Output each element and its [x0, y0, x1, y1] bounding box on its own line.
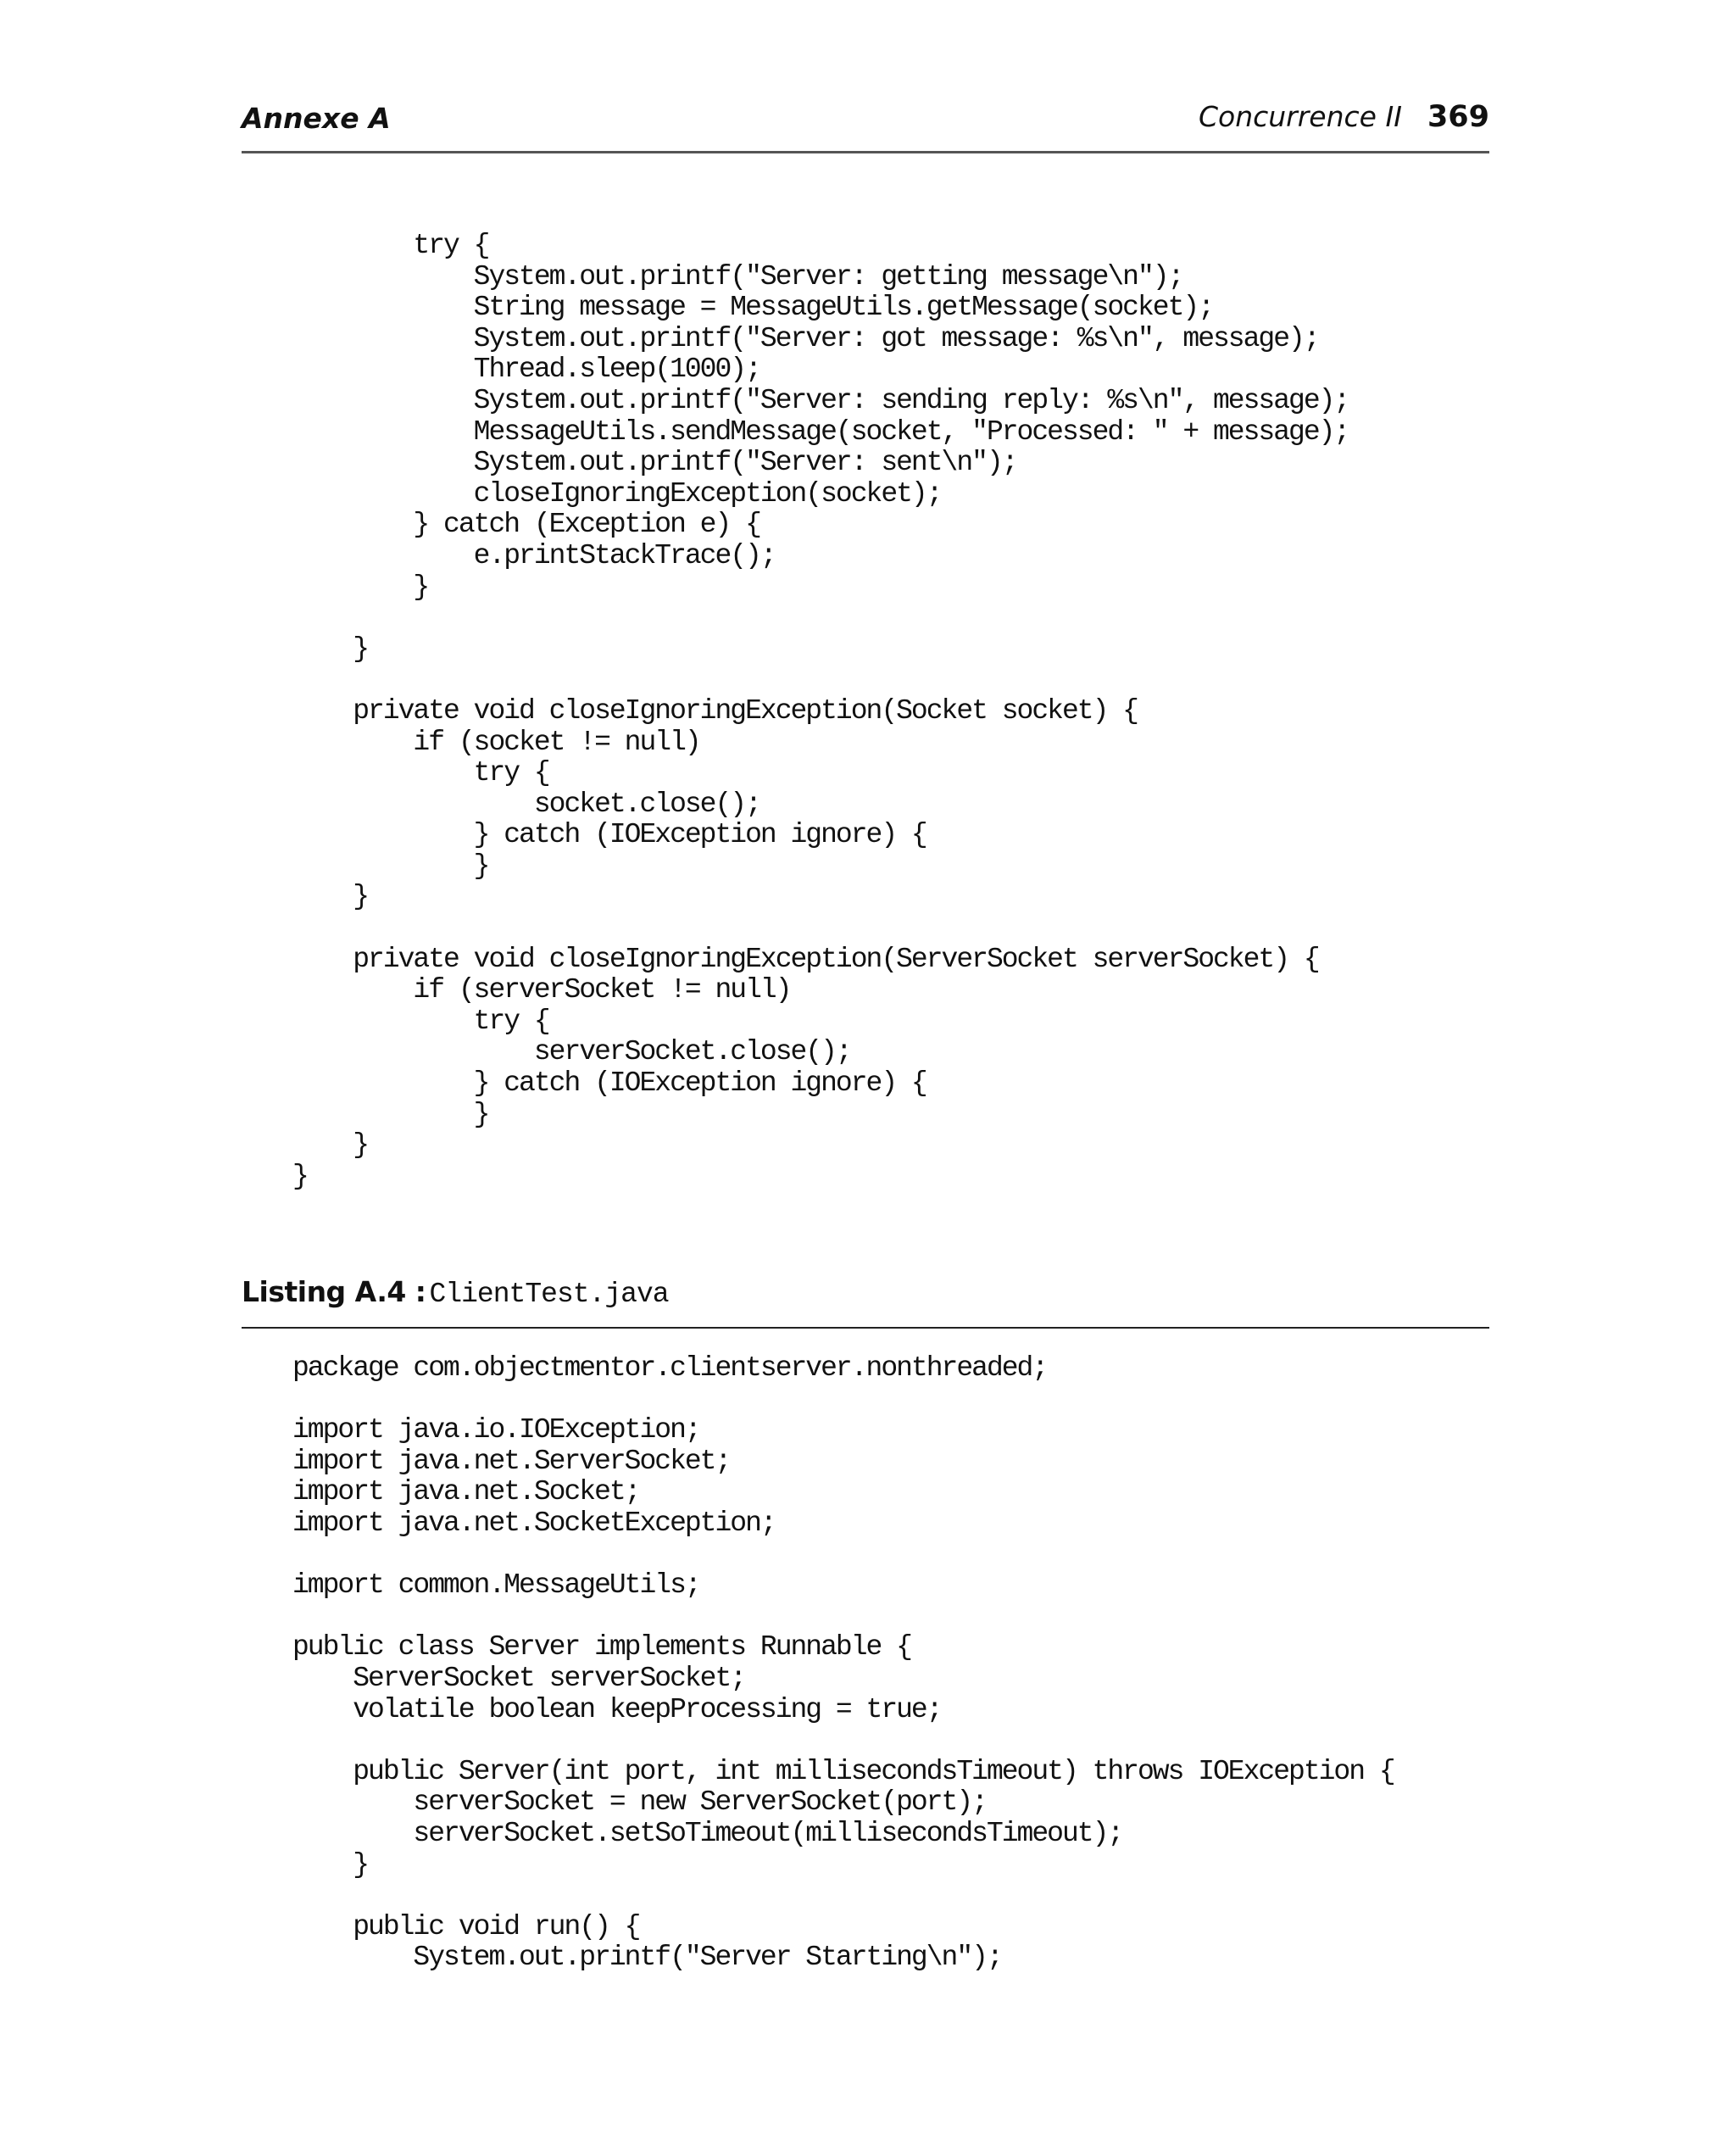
code-block-listing: package com.objectmentor.clientserver.nonthreaded; import java.io.IOException; import java.net.ServerSocket; import java.net.Socket; import java.net.SocketException; import common.MessageUtils; public class Server implements Runnable { ServerSocket serverSocket; volatile boolean keepProcessing = true; public Server(int port, int millisecondsTimeout) throws IOException { serverSocket = new ServerSocket(port); serverSocket.setSoTimeout(millisecondsTimeout); } public void run() { System.out.printf("Server Starting\n");: [292, 1352, 1394, 1974]
code-block-continued: try { System.out.printf("Server: getting message\n"); String message = MessageUtils.getMessage(socket); System.out.printf("Server: got message: %s\n", message); Thread.sleep(1000); System.out.printf("Server: sending reply: %s\n", message); MessageUtils.sendMessage(socket, "Processed: " + message); System.out.printf("Server: sent\n"); closeIgnoringException(socket); } catch (Exception e) { e.printStackTrace(); } } private void closeIgnoringException(Socket socket) { if (socket != null) try { socket.close(); } catch (IOException ignore) { } } private void closeIgnoringException(ServerSocket serverSocket) { if (serverSocket != null) try { serverSocket.close(); } catch (IOException ignore) { } } }: [292, 230, 1349, 1192]
running-header-chapter: Concurrence II: [1198, 100, 1402, 133]
page-number: 369: [1427, 100, 1489, 134]
running-header: [242, 100, 1489, 142]
running-header-right: [1199, 100, 1489, 134]
listing-filename: ClientTest.java: [429, 1279, 669, 1310]
header-rule: [242, 151, 1489, 153]
listing-caption: [242, 1275, 669, 1310]
running-header-part: Annexe A: [242, 102, 391, 135]
listing-rule: [242, 1327, 1489, 1329]
listing-label: Listing A.4 :: [242, 1275, 426, 1308]
